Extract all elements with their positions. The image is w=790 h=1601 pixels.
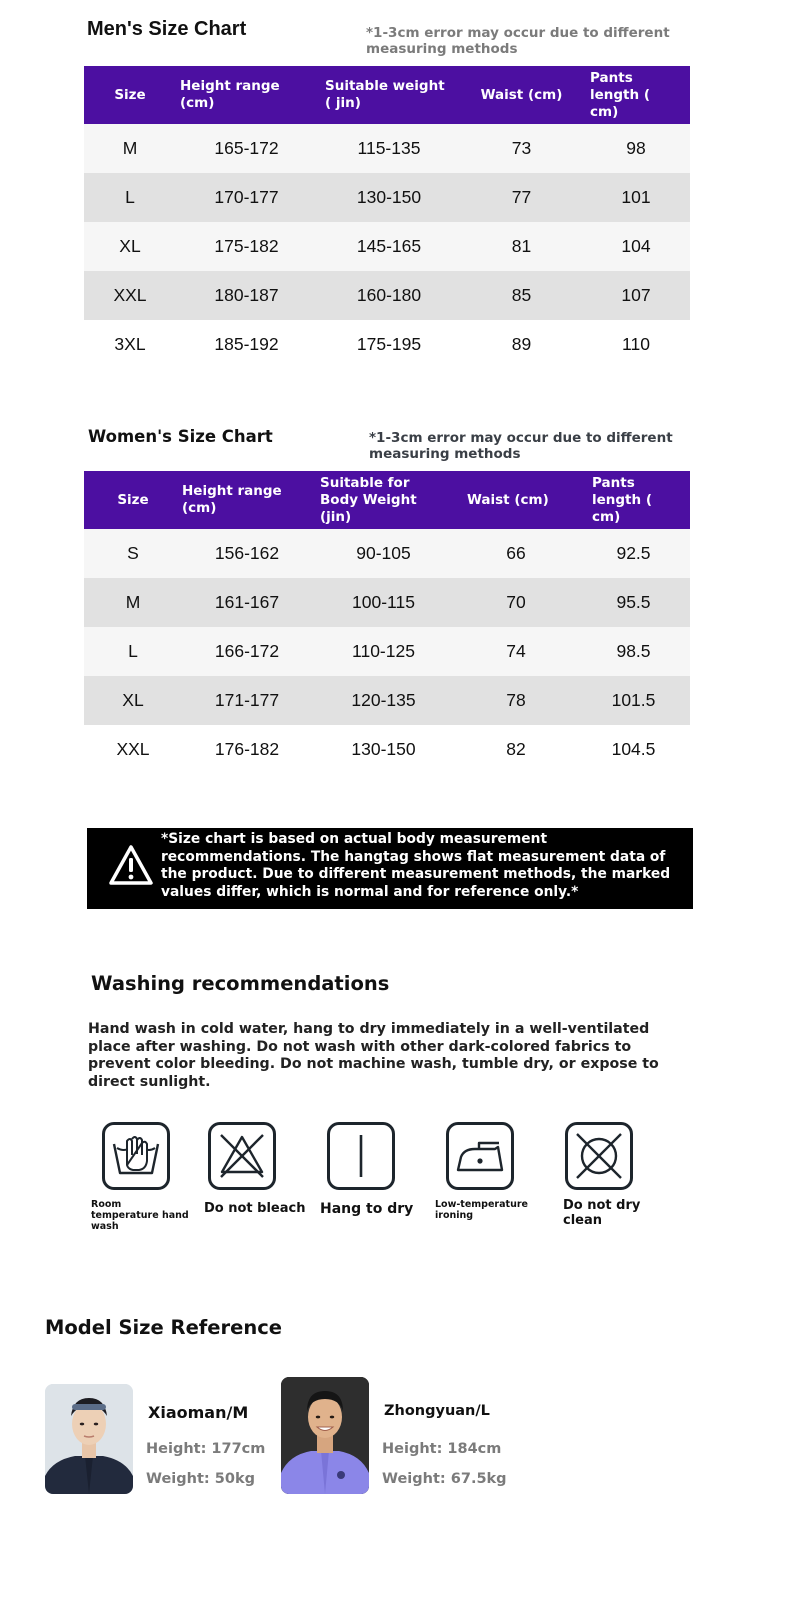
table-cell: 74 — [455, 627, 577, 676]
table-cell: 176-182 — [182, 725, 312, 774]
table-cell: XL — [84, 676, 182, 725]
washing-title: Washing recommendations — [91, 972, 390, 995]
table-row — [84, 271, 690, 320]
table-cell: 95.5 — [577, 578, 690, 627]
table-cell: 101.5 — [577, 676, 690, 725]
col-header: Height range (cm) — [176, 66, 317, 124]
care-label: Low-temperature ironing — [435, 1199, 528, 1221]
mens-chart-note: *1-3cm error may occur due to different measuring methods — [366, 25, 670, 57]
table-cell: 110 — [582, 320, 690, 369]
table-cell: 175-195 — [317, 320, 461, 369]
col-header: Waist (cm) — [455, 471, 577, 529]
do-not-dry-clean-icon — [565, 1122, 633, 1190]
table-cell: 3XL — [84, 320, 176, 369]
model-weight: Weight: 67.5kg — [382, 1471, 507, 1487]
model-photo-xiaoman — [45, 1384, 133, 1494]
table-cell: 73 — [461, 124, 582, 173]
table-cell: 90-105 — [312, 529, 455, 578]
table-header-row — [84, 471, 690, 529]
table-cell: 82 — [455, 725, 577, 774]
table-cell: 98.5 — [577, 627, 690, 676]
care-label: Hang to dry — [320, 1201, 414, 1217]
table-cell: 160-180 — [317, 271, 461, 320]
size-warning-banner — [87, 828, 693, 909]
womens-chart-title: Women's Size Chart — [88, 427, 273, 446]
table-row — [84, 529, 690, 578]
table-cell: 98 — [582, 124, 690, 173]
hang-dry-icon — [327, 1122, 395, 1190]
table-row — [84, 676, 690, 725]
table-cell: 171-177 — [182, 676, 312, 725]
care-label: Room temperature hand wash — [91, 1199, 189, 1232]
table-cell: 120-135 — [312, 676, 455, 725]
table-cell: XXL — [84, 725, 182, 774]
table-cell: 180-187 — [176, 271, 317, 320]
model-height: Height: 184cm — [382, 1441, 502, 1457]
table-cell: M — [84, 124, 176, 173]
womens-chart-note: *1-3cm error may occur due to different measuring methods — [369, 430, 673, 462]
hand-wash-icon — [102, 1122, 170, 1190]
table-cell: 101 — [582, 173, 690, 222]
table-cell: 170-177 — [176, 173, 317, 222]
col-header: Pants length ( cm) — [582, 66, 690, 124]
table-cell: 78 — [455, 676, 577, 725]
table-cell: 185-192 — [176, 320, 317, 369]
table-cell: 89 — [461, 320, 582, 369]
warning-text: *Size chart is based on actual body measurement recommendations. The hangtag shows flat measurement data of the product. Due to different measurement methods, the marked values differ, which is normal and for reference only.* — [161, 831, 671, 900]
table-cell: S — [84, 529, 182, 578]
table-cell: 100-115 — [312, 578, 455, 627]
mens-size-table — [84, 66, 690, 369]
model-reference-title: Model Size Reference — [45, 1316, 283, 1339]
table-cell: L — [84, 627, 182, 676]
col-header: Waist (cm) — [461, 66, 582, 124]
table-cell: 66 — [455, 529, 577, 578]
washing-description: Hand wash in cold water, hang to dry immediately in a well-ventilated place after washing. Do not wash with other dark-colored fabrics to prevent color bleeding. Do not machine wash, tumble dry, or expose to direct sunlight. — [88, 1021, 659, 1090]
table-row — [84, 578, 690, 627]
table-cell: 115-135 — [317, 124, 461, 173]
warning-triangle-icon — [108, 844, 154, 886]
model-name: Zhongyuan/L — [384, 1403, 490, 1419]
table-cell: XXL — [84, 271, 176, 320]
table-cell: 77 — [461, 173, 582, 222]
table-row — [84, 124, 690, 173]
model-photo-zhongyuan — [281, 1377, 369, 1494]
table-row — [84, 320, 690, 369]
table-header-row — [84, 66, 690, 124]
table-cell: 85 — [461, 271, 582, 320]
table-cell: 165-172 — [176, 124, 317, 173]
table-row — [84, 627, 690, 676]
col-header: Suitable for Body Weight (jin) — [312, 471, 455, 529]
table-cell: 104 — [582, 222, 690, 271]
table-cell: 92.5 — [577, 529, 690, 578]
table-cell: L — [84, 173, 176, 222]
table-cell: 130-150 — [312, 725, 455, 774]
table-cell: 81 — [461, 222, 582, 271]
table-cell: XL — [84, 222, 176, 271]
model-height: Height: 177cm — [146, 1441, 266, 1457]
mens-chart-title: Men's Size Chart — [87, 18, 247, 40]
table-cell: 166-172 — [182, 627, 312, 676]
model-name: Xiaoman/M — [148, 1403, 249, 1422]
col-header: Height range (cm) — [182, 471, 312, 529]
col-header: Suitable weight ( jin) — [317, 66, 461, 124]
table-cell: 70 — [455, 578, 577, 627]
table-cell: 145-165 — [317, 222, 461, 271]
care-label: Do not bleach — [204, 1201, 306, 1216]
table-cell: 110-125 — [312, 627, 455, 676]
col-header: Size — [84, 66, 176, 124]
table-cell: 104.5 — [577, 725, 690, 774]
low-temp-iron-icon — [446, 1122, 514, 1190]
table-row — [84, 173, 690, 222]
table-cell: 107 — [582, 271, 690, 320]
womens-size-table — [84, 471, 690, 774]
table-cell: 156-162 — [182, 529, 312, 578]
table-cell: 130-150 — [317, 173, 461, 222]
table-row — [84, 222, 690, 271]
care-label: Do not dry clean — [563, 1198, 641, 1228]
table-cell: 175-182 — [176, 222, 317, 271]
table-cell: 161-167 — [182, 578, 312, 627]
table-row — [84, 725, 690, 774]
do-not-bleach-icon — [208, 1122, 276, 1190]
col-header: Pants length ( cm) — [577, 471, 690, 529]
col-header: Size — [84, 471, 182, 529]
table-cell: M — [84, 578, 182, 627]
model-weight: Weight: 50kg — [146, 1471, 255, 1487]
